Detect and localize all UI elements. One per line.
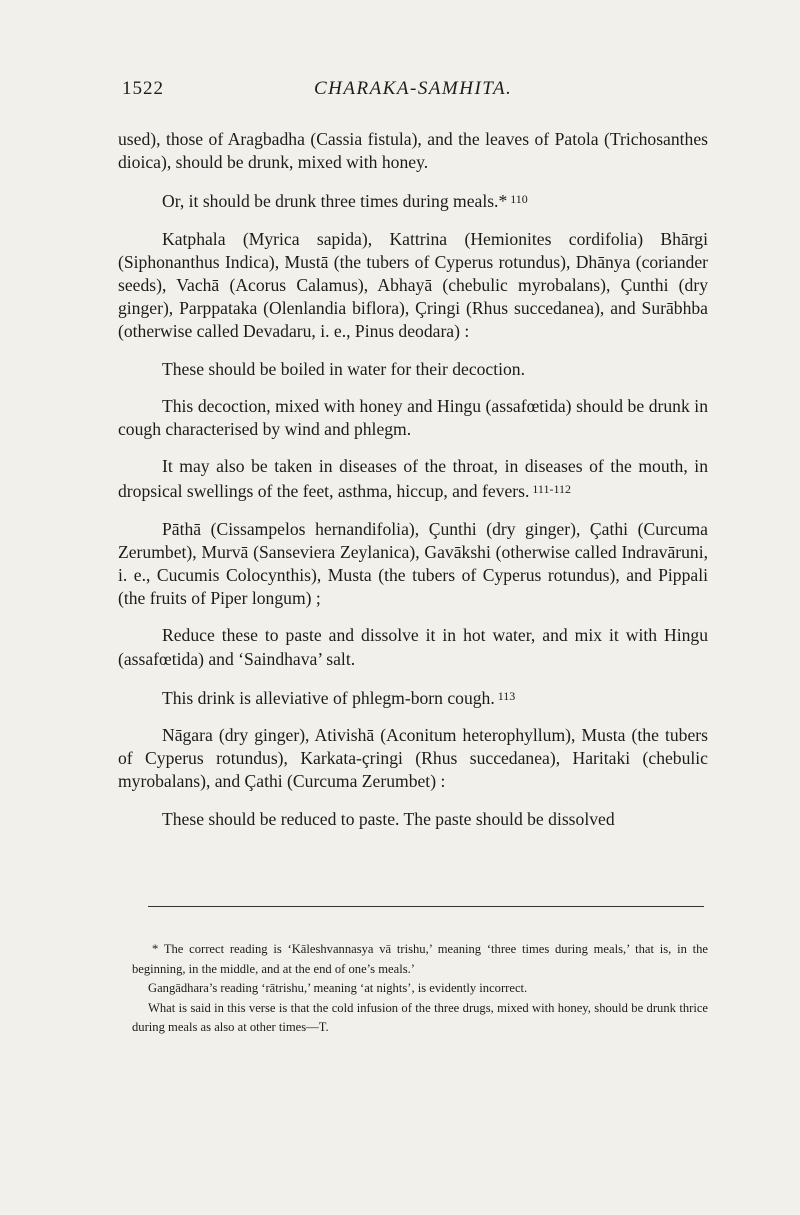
paragraph-11: These should be reduced to paste. The paste should be dissolved — [162, 808, 615, 829]
main-text — [118, 128, 708, 845]
paragraph-9-text: This drink is alleviative of phlegm-born cough. — [162, 687, 495, 708]
paragraph-6 — [118, 455, 708, 503]
paragraph-7: Pāthā (Cissampelos hernandifolia), Çunthi (dry ginger), Çathi (Curcuma Zerumbet), Murvā (Sanseviera Zeylanica), Gavākshi (otherwise called Indravāruni, i. e., Cucumis Colocynthis), Musta (the tubers of Cyperus rotundus), and Pippali (the fruits of Piper longum) ; — [118, 518, 708, 609]
footnote-3: What is said in this verse is that the cold infusion of the three drugs, mixed with honey, should be drunk thrice during meals as also at other times—T. — [132, 1000, 708, 1035]
paragraph-1: used), those of Aragbadha (Cassia fistula), and the leaves of Patola (Trichosanthes dioica), should be drunk, mixed with honey. — [118, 129, 708, 173]
verse-number-113: 113 — [497, 688, 516, 703]
paragraph-5: This decoction, mixed with honey and Hingu (assafœtida) should be drunk in cough characterised by wind and phlegm. — [118, 395, 708, 440]
footnote-divider — [148, 906, 704, 907]
verse-number-111-112: 111-112 — [532, 482, 572, 497]
verse-number-110: 110 — [510, 192, 528, 207]
footnote-1: * The correct reading is ‘Kāleshvannasya vā trishu,’ meaning ‘three times during meals,’ that is, in the beginning, in the middle, and at the end of one’s meals.’ — [132, 942, 708, 976]
footnote-2: Gangādhara’s reading ‘rātrishu,’ meaning ‘at nights’, is evidently incorrect. — [148, 981, 528, 996]
paragraph-2 — [118, 188, 708, 213]
paragraph-3: Katphala (Myrica sapida), Kattrina (Hemionites cordifolia) Bhārgi (Siphonanthus Indica), Mustā (the tubers of Cyperus rotundus), Dhānya (coriander seeds), Vachā (Acorus Calamus), Abhayā (chebulic myrobalans), Çunthi (dry ginger), Parppataka (Olenlandia biflora), Çringi (Rhus succedanea), and Surābhba (otherwise called Devadaru, i. e., Pinus deodara) : — [118, 228, 708, 342]
page-number: 1522 — [122, 78, 164, 99]
running-head: CHARAKA-SAMHITA. — [314, 78, 513, 99]
paragraph-8: Reduce these to paste and dissolve it in hot water, and mix it with Hingu (assafœtida) and ‘Saindhava’ salt. — [118, 625, 708, 669]
page-header — [122, 78, 722, 102]
paragraph-4: These should be boiled in water for their decoction. — [162, 358, 525, 379]
paragraph-2-text: Or, it should be drunk three times during meals.* — [162, 191, 508, 212]
footnotes — [132, 940, 708, 1038]
paragraph-10: Nāgara (dry ginger), Ativishā (Aconitum heterophyllum), Musta (the tubers of Cyperus rotundus), Karkata-çringi (Rhus succedanea), Haritaki (chebulic myrobalans), and Çathi (Curcuma Zerumbet) : — [118, 725, 708, 792]
paragraph-9 — [118, 685, 708, 710]
paragraph-6-text: It may also be taken in diseases of the throat, in diseases of the mouth, in dropsical swellings of the feet, asthma, hiccup, and fevers. — [118, 456, 708, 502]
